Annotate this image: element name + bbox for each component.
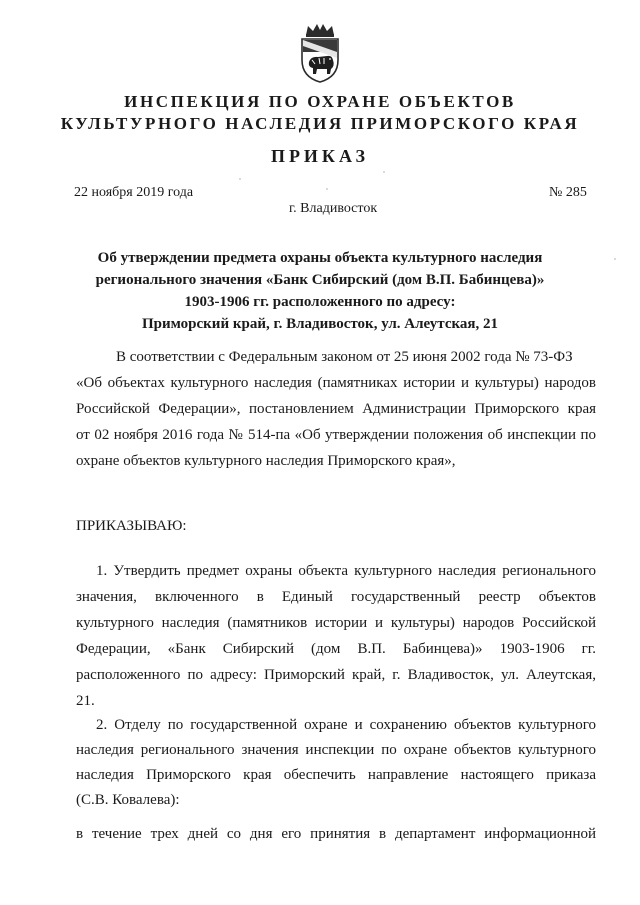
preamble-line: В соответствии с Федеральным законом от 25 июня 2002 года № 73-ФЗ xyxy=(116,349,573,365)
subject-line: 1903-1906 гг. расположенного по адресу: xyxy=(184,294,456,310)
subject-line: Приморский край, г. Владивосток, ул. Алеутская, 21 xyxy=(141,316,499,332)
order-number: № 285 xyxy=(549,185,587,200)
preamble-line: от 02 ноября 2016 года № 514-па «Об утверждении положения об инспекции по xyxy=(76,427,596,443)
subject-line: регионального значения «Банк Сибирский (дом В.П. Бабинцева)» xyxy=(95,272,545,288)
item1-line: Федерации, «Банк Сибирский (дом В.П. Бабинцева)» 1903-1906 гг. xyxy=(76,641,596,657)
order-city: г. Владивосток xyxy=(289,201,378,216)
order-subject xyxy=(60,247,580,335)
preamble-line: Российской Федерации», постановлением Администрации Приморского края xyxy=(76,401,596,417)
item2-line: наследия Приморского края обеспечить направление настоящего приказа xyxy=(76,767,596,783)
order-date: 22 ноября 2019 года xyxy=(74,185,194,200)
agency-name-line1: ИНСПЕКЦИЯ ПО ОХРАНЕ ОБЪЕКТОВ xyxy=(124,92,516,111)
item1-line: 21. xyxy=(76,693,95,709)
agency-name-line2: КУЛЬТУРНОГО НАСЛЕДИЯ ПРИМОРСКОГО КРАЯ xyxy=(60,114,580,133)
subject-line: Об утверждении предмета охраны объекта культурного наследия xyxy=(97,250,543,266)
item2-line: 2. Отделу по государственной охране и сохранению объектов культурного xyxy=(96,717,596,733)
item2-line: (С.В. Ковалева): xyxy=(76,792,180,808)
order-title: ПРИКАЗ xyxy=(270,146,370,166)
item2-line: наследия регионального значения инспекции по охране объектов культурного xyxy=(76,742,596,758)
item1-line: культурного наследия (памятников истории и культуры) народов Российской xyxy=(76,615,596,631)
item2-line: в течение трех дней со дня его принятия в департамент информационной xyxy=(76,826,596,842)
scan-speck xyxy=(614,258,616,260)
scan-speck xyxy=(383,171,385,173)
preamble-line: «Об объектах культурного наследия (памятниках истории и культуры) народов xyxy=(76,375,596,391)
scan-speck xyxy=(239,178,241,180)
preamble-line: охране объектов культурного наследия Приморского края», xyxy=(76,453,456,469)
scan-speck xyxy=(326,188,328,190)
item1-line: значения, включенного в Единый государственный реестр объектов xyxy=(76,589,596,605)
item1-line: расположенного по адресу: Приморский край, г. Владивосток, ул. Алеутская, xyxy=(76,667,596,683)
item1-line: 1. Утвердить предмет охраны объекта культурного наследия регионального xyxy=(96,563,596,579)
order-directive-word: ПРИКАЗЫВАЮ: xyxy=(76,518,187,534)
coat-of-arms-icon xyxy=(297,22,343,84)
